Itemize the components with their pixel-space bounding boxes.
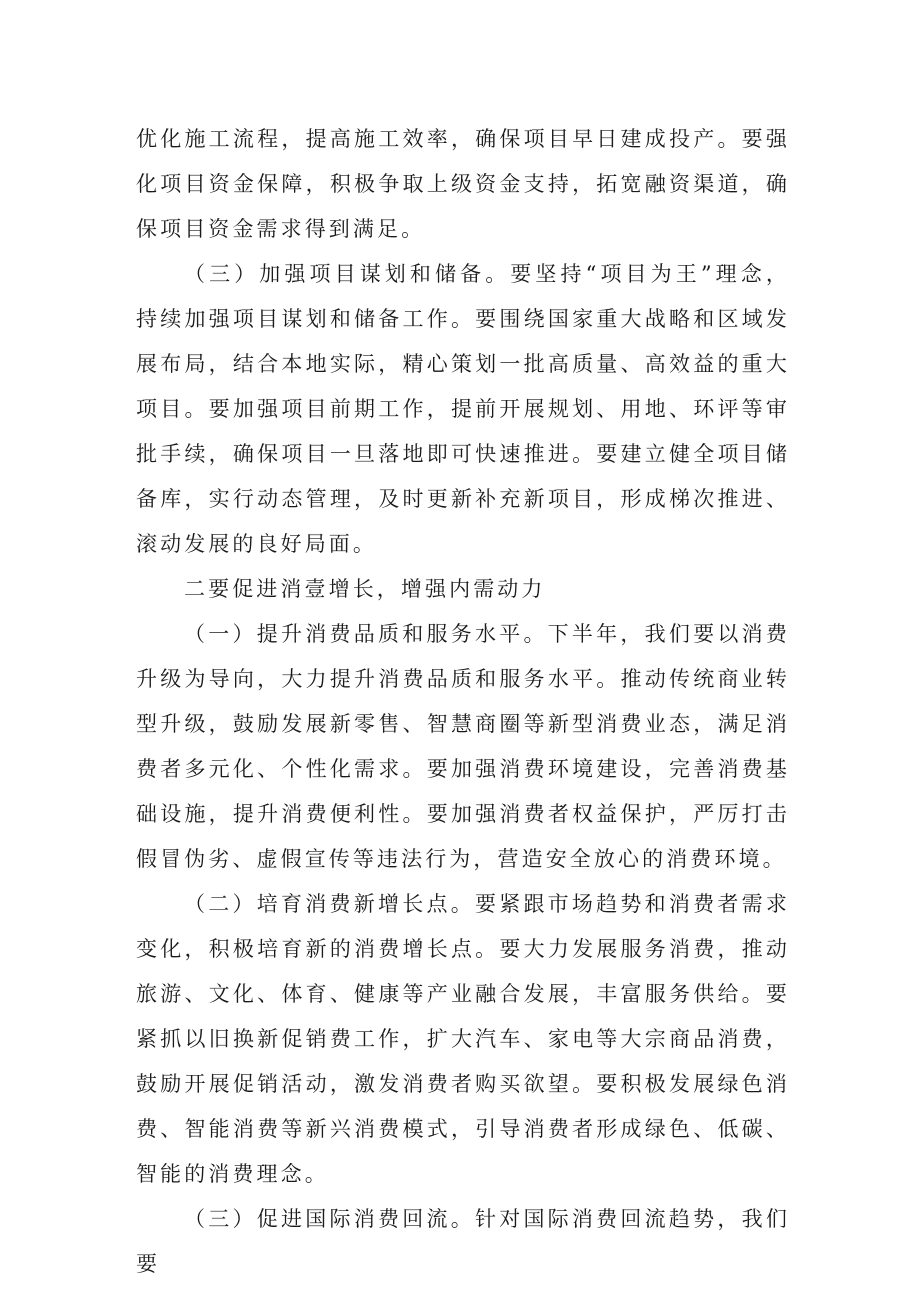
paragraph-consumption-growth: （二）培育消费新增长点。要紧跟市场趋势和消费者需求变化，积极培育新的消费增长点。要大力发展服务消费，推动旅游、文化、体育、健康等产业融合发展，丰富服务供给。要紧抓以旧换新促销费工作，扩大汽车、家电等大宗商品消费，鼓励开展促销活动，激发消费者购买欲望。要积极发展绿色消费、智能消费等新兴消费模式，引导消费者形成绿色、低碳、智能的消费理念。 [136, 892, 790, 1186]
section-heading-consumption: 二要促进消壹增长，增强内需动力 [184, 577, 546, 601]
paragraph-continuation: 优化施工流程，提高施工效率，确保项目早日建成投产。要强化项目资金保障，积极争取上级资金支持，拓宽融资渠道，确保项目资金需求得到满足。 [136, 127, 790, 241]
paragraph-consumption-quality: （一）提升消费品质和服务水平。下半年，我们要以消费升级为导向，大力提升消费品质和服务水平。推动传统商业转型升级，鼓励发展新零售、智慧商圈等新型消费业态，满足消费者多元化、个性化需求。要加强消费环境建设，完善消费基础设施，提升消费便利性。要加强消费者权益保护，严厉打击假冒伪劣、虚假宣传等违法行为，营造安全放心的消费环境。 [136, 622, 790, 871]
document-body [136, 117, 790, 1287]
paragraph-international-consumption: （三）促进国际消费回流。针对国际消费回流趋势，我们要 [136, 1207, 790, 1276]
paragraph-project-planning: （三）加强项目谋划和储备。要坚持“项目为王”理念，持续加强项目谋划和储备工作。要围绕国家重大战略和区域发展布局，结合本地实际，精心策划一批高质量、高效益的重大项目。要加强项目前期工作，提前开展规划、用地、环评等审批手续，确保项目一旦落地即可快速推进。要建立健全项目储备库，实行动态管理，及时更新补充新项目，形成梯次推进、滚动发展的良好局面。 [136, 262, 790, 556]
